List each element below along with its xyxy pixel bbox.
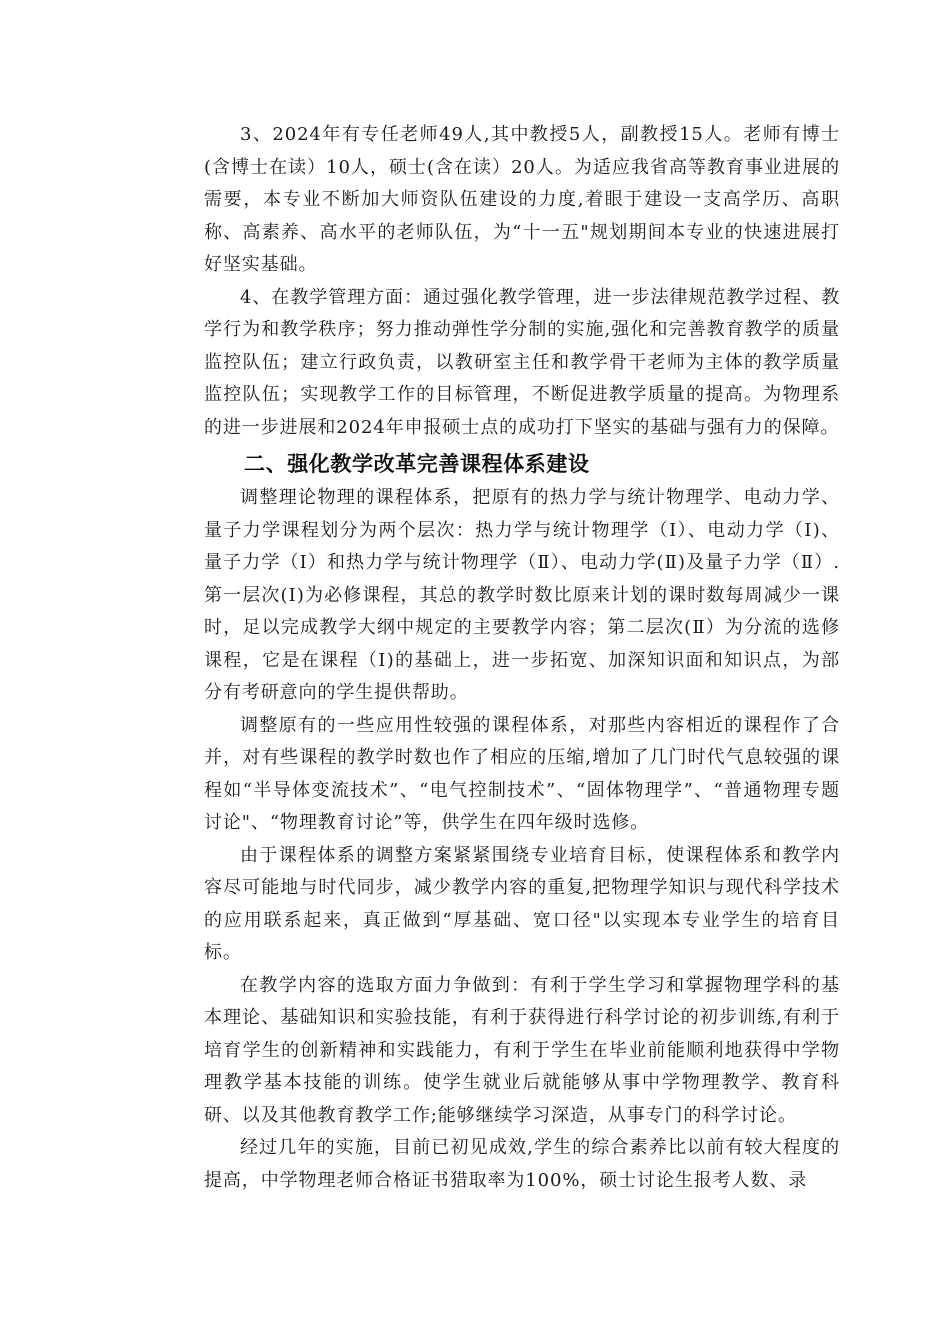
section-heading: 二、强化教学改革完善课程体系建设	[244, 452, 590, 476]
document-body	[204, 119, 840, 1197]
paragraph-theory-courses: 调整理论物理的课程体系，把原有的热力学与统计物理学、电动力学、量子力学课程划分为两个层次：热力学与统计物理学（Ⅰ）、电动力学（Ⅰ)、量子力学（Ⅰ）和热力学与统计物理学（Ⅱ）、电动力学(Ⅱ)及量子力学（Ⅱ）.第一层次(Ⅰ)为必修课程，其总的教学时数比原来计划的课时数每周减少一课时，足以完成教学大纲中规定的主要教学内容；第二层次(Ⅱ）为分流的选修课程，它是在课程（Ⅰ)的基础上，进一步拓宽、加深知识面和知识点，为部分有考研意向的学生提供帮助。	[204, 487, 840, 703]
paragraph-teaching-management: 4、在教学管理方面：通过强化教学管理，进一步法律规范教学过程、教学行为和教学秩序；努力推动弹性学分制的实施,强化和完善教育教学的质量监控队伍；建立行政负责，以教研室主任和教学骨干老师为主体的教学质量监控队伍；实现教学工作的目标管理，不断促进教学质量的提高。为物理系的进一步进展和2024年申报硕士点的成功打下坚实的基础与强有力的保障。	[204, 286, 840, 438]
paragraph-content-selection: 在教学内容的选取方面力争做到：有利于学生学习和掌握物理学科的基本理论、基础知识和实验技能，有利于获得进行科学讨论的初步训练,有利于培育学生的创新精神和实践能力，有利于学生在毕业前能顺利地获得中学物理教学基本技能的训练。使学生就业后就能够从事中学物理教学、教育科研、以及其他教育教学工作;能够继续学习深造，从事专门的科学讨论。	[204, 974, 840, 1126]
paragraph-results: 经过几年的实施，目前已初见成效,学生的综合素养比以前有较大程度的提高，中学物理老师合格证书猎取率为100%，硕士讨论生报考人数、录	[204, 1137, 840, 1191]
paragraph-faculty: 3、2024年有专任老师49人,其中教授5人，副教授15人。老师有博士(含博士在读）10人，硕士(含在读）20人。为适应我省高等教育事业进展的需要，本专业不断加大师资队伍建设的力度,着眼于建设一支高学历、高职称、高素养、高水平的老师队伍，为“十一五"规划期间本专业的快速进展打好坚实基础。	[204, 124, 840, 275]
paragraph-course-goals: 由于课程体系的调整方案紧紧围绕专业培育目标，使课程体系和教学内容尽可能地与时代同步，减少教学内容的重复,把物理学知识与现代科学技术的应用联系起来，真正做到“厚基础、宽口径"以实现本专业学生的培育目标。	[204, 844, 840, 963]
paragraph-applied-courses: 调整原有的一些应用性较强的课程体系，对那些内容相近的课程作了合并，对有些课程的教学时数也作了相应的压缩,增加了几门时代气息较强的课程如“半导体变流技术”、“电气控制技术”、“固体物理学”、“普通物理专题讨论"、“物理教育讨论”等，供学生在四年级时选修。	[204, 714, 840, 833]
